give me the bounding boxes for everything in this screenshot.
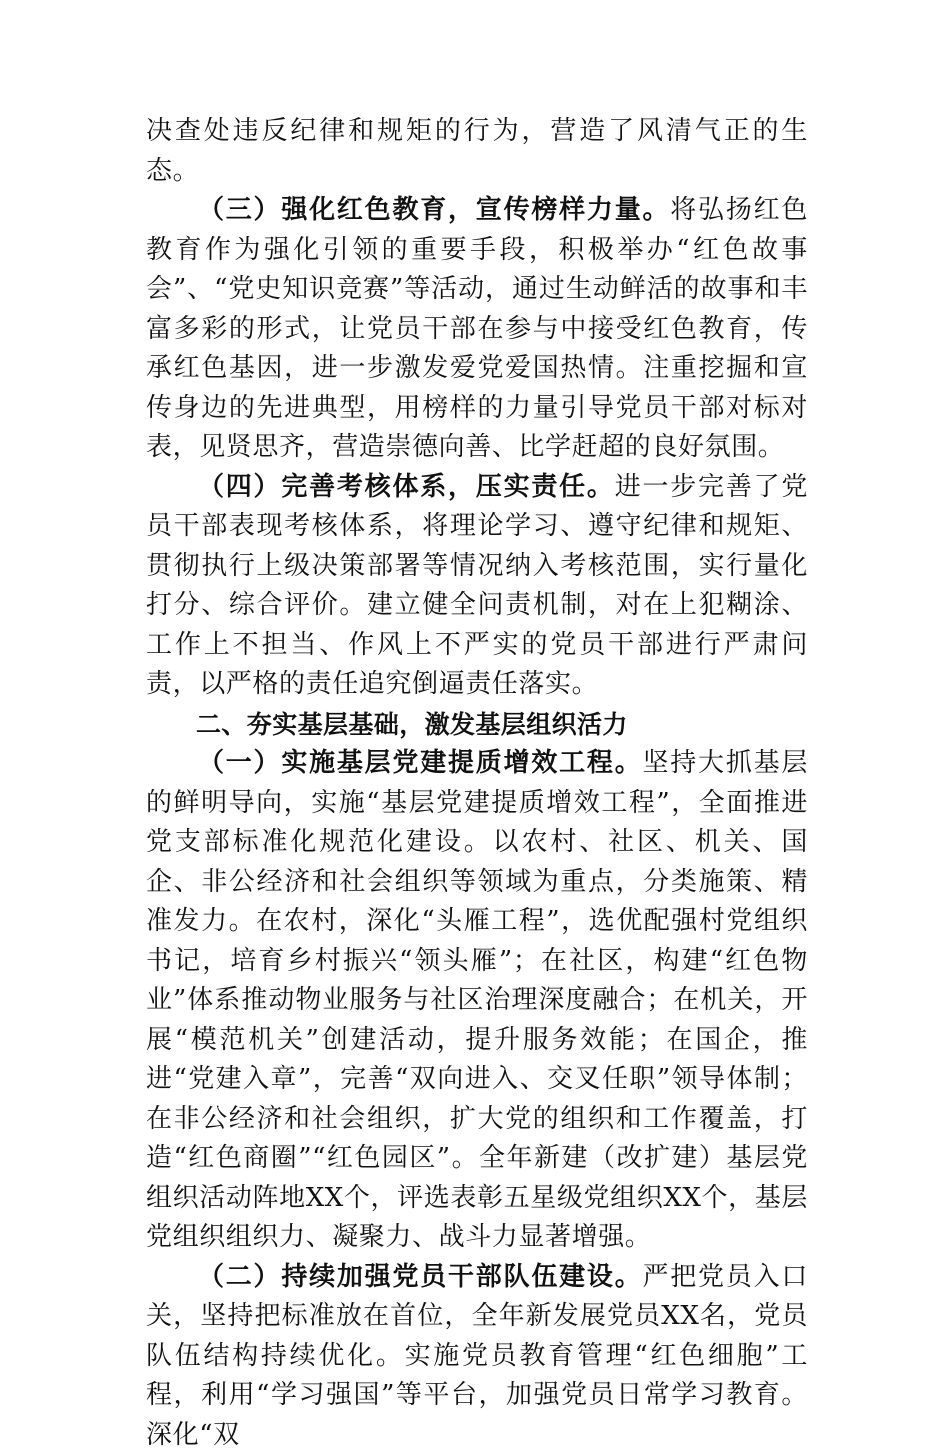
- paragraph-grassroots-project: [146, 744, 808, 1258]
- paragraph-lead: （三）强化红色教育，宣传榜样力量。: [198, 195, 670, 225]
- paragraph-lead: （二）持续加强党员干部队伍建设。: [198, 1262, 642, 1292]
- paragraph-lead: （四）完善考核体系，压实责任。: [198, 472, 615, 502]
- paragraph-continued: [146, 112, 808, 191]
- paragraph-cadre-team: [146, 1258, 808, 1455]
- paragraph-lead: （一）实施基层党建提质增效工程。: [198, 748, 642, 778]
- paragraph-text: 严把党员入口关，坚持把标准放在首位，全年新发展党员XX名，党员队伍结构持续优化。实施党员教育管理“红色细胞”工程，利用“学习强国”等平台，加强党员日常学习教育。深化“双: [146, 1262, 808, 1450]
- document-page: [146, 112, 808, 1455]
- paragraph-red-education: [146, 191, 808, 468]
- paragraph-text: 决查处违反纪律和规矩的行为，营造了风清气正的生态。: [146, 116, 808, 186]
- paragraph-text: 进一步完善了党员干部表现考核体系，将理论学习、遵守纪律和规矩、贯彻执行上级决策部署等情况纳入考核范围，实行量化打分、综合评价。建立健全问责机制，对在上犯糊涂、工作上不担当、作风上不严实的党员干部进行严肃问责，以严格的责任追究倒逼责任落实。: [146, 472, 808, 700]
- paragraph-text: 将弘扬红色教育作为强化引领的重要手段，积极举办“红色故事会”、“党史知识竞赛”等活动，通过生动鲜活的故事和丰富多彩的形式，让党员干部在参与中接受红色教育，传承红色基因，进一步激发爱党爱国热情。注重挖掘和宣传身边的先进典型，用榜样的力量引导党员干部对标对表，见贤思齐，营造崇德向善、比学赶超的良好氛围。: [146, 195, 808, 462]
- section-heading: 二、夯实基层基础，激发基层组织活力: [146, 705, 808, 745]
- paragraph-text: 坚持大抓基层的鲜明导向，实施“基层党建提质增效工程”，全面推进党支部标准化规范化建设。以农村、社区、机关、国企、非公经济和社会组织等领域为重点，分类施策、精准发力。在农村，深化“头雁工程”，选优配强村党组织书记，培育乡村振兴“领头雁”；在社区，构建“红色物业”体系推动物业服务与社区治理深度融合；在机关，开展“模范机关”创建活动，提升服务效能；在国企，推进“党建入章”，完善“双向进入、交叉任职”领导体制；在非公经济和社会组织，扩大党的组织和工作覆盖，打造“红色商圈”“红色园区”。全年新建（改扩建）基层党组织活动阵地XX个，评选表彰五星级党组织XX个，基层党组织组织力、凝聚力、战斗力显著增强。: [146, 748, 808, 1252]
- paragraph-assessment-system: [146, 468, 808, 705]
